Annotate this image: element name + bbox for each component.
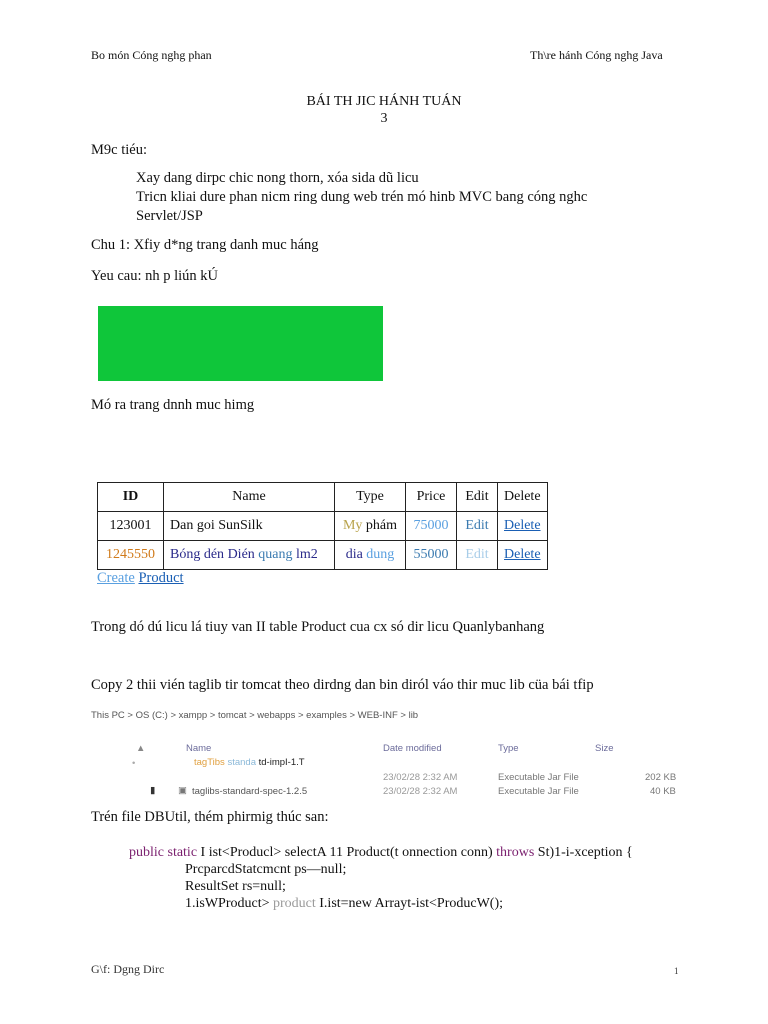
code-line-4 bbox=[185, 896, 503, 912]
delete-link[interactable]: Delete bbox=[498, 541, 548, 570]
file-1-size: 202 KB bbox=[645, 772, 677, 783]
file-name-part: td-impI-1.T bbox=[258, 757, 305, 768]
edit-link[interactable]: Edit bbox=[457, 512, 498, 541]
header-right: Th\re hánh Cóng nghg Java bbox=[530, 48, 663, 62]
cell-name bbox=[164, 541, 335, 570]
checkbox-icon[interactable]: ▮ bbox=[150, 785, 156, 796]
code-text: I.ist=new Arrayt-ist<ProducW(); bbox=[319, 896, 504, 911]
table-row bbox=[98, 512, 548, 541]
file-2-name[interactable]: taglibs-standard-spec-1.2.5 bbox=[192, 786, 308, 797]
cell-type-part: dung bbox=[366, 547, 395, 562]
cell-name-part: Bóng dén bbox=[170, 547, 225, 562]
objectives-heading: M9c tiéu: bbox=[91, 142, 147, 158]
product-table bbox=[97, 482, 548, 570]
col-date-modified[interactable]: Date modified bbox=[383, 743, 442, 754]
dbutil-note: Trén file DBUtil, thém phirmig thúc san: bbox=[91, 809, 329, 825]
col-header-type: Type bbox=[335, 483, 406, 512]
cell-id: 123001 bbox=[98, 512, 164, 541]
task-1-heading: Chu 1: Xfiy d*ng trang danh muc háng bbox=[91, 237, 319, 253]
col-header-edit: Edit bbox=[457, 483, 498, 512]
requirement-text: Yeu cau: nh p liún kÚ bbox=[91, 268, 219, 284]
col-header-id: ID bbox=[98, 483, 164, 512]
table-header-row bbox=[98, 483, 548, 512]
code-keyword: throws bbox=[496, 845, 535, 860]
objective-item-2: Tricn kliai dure phan nicm ring dung web trén mó hinb MVC bang cóng nghc bbox=[136, 189, 588, 205]
cell-name-part: quang bbox=[258, 547, 293, 562]
code-line-2: PrcparcdStatcmcnt ps—null; bbox=[185, 862, 347, 877]
cell-name-part: lm2 bbox=[296, 547, 318, 562]
cell-type-part: My bbox=[342, 518, 363, 533]
col-header-name: Name bbox=[164, 483, 335, 512]
create-link-part: Create bbox=[97, 570, 135, 586]
cell-type-part: phám bbox=[365, 518, 398, 533]
col-header-price: Price bbox=[406, 483, 457, 512]
page-title-number: 3 bbox=[380, 111, 388, 126]
cell-type bbox=[335, 512, 406, 541]
code-text: St)1-i-xception { bbox=[537, 845, 633, 860]
cell-id: 1245550 bbox=[98, 541, 164, 570]
file-2-size: 40 KB bbox=[650, 786, 676, 797]
file-1-date: 23/02/28 2:32 AM bbox=[383, 772, 458, 783]
open-page-text: Mó ra trang dnnh muc himg bbox=[91, 397, 255, 413]
table-row bbox=[98, 541, 548, 570]
code-keyword: public static bbox=[129, 845, 198, 860]
delete-link[interactable]: Delete bbox=[498, 512, 548, 541]
header-left: Bo món Cóng nghg phan bbox=[91, 48, 212, 62]
create-product-link[interactable] bbox=[97, 570, 184, 587]
cell-name: Dan goi SunSilk bbox=[164, 512, 335, 541]
col-name[interactable]: Name bbox=[186, 743, 212, 754]
file-name-part: standa bbox=[227, 757, 256, 768]
col-size[interactable]: Size bbox=[595, 743, 614, 754]
cell-name-part: Dién bbox=[227, 547, 255, 562]
cell-type bbox=[335, 541, 406, 570]
objective-item-1: Xay dang dirpc chic nong thorn, xóa sida dũ licu bbox=[136, 170, 419, 186]
file-row-1[interactable] bbox=[194, 757, 305, 768]
code-text: I ist<Producl> selectA 11 Product(t onnection conn) bbox=[200, 845, 493, 860]
data-note: Trong dó dú licu lá tiuy van II table Product cua cx só dir licu Quanlybanhang bbox=[91, 619, 545, 635]
code-line-3: ResultSet rs=null; bbox=[185, 879, 286, 894]
file-2-date: 23/02/28 2:32 AM bbox=[383, 786, 458, 797]
col-header-delete: Delete bbox=[498, 483, 548, 512]
footer-left: G\f: Dgng Dirc bbox=[91, 962, 165, 976]
col-type[interactable]: Type bbox=[498, 743, 519, 754]
code-text: product bbox=[273, 896, 316, 911]
page-number: 1 bbox=[674, 966, 679, 976]
cell-price: 55000 bbox=[406, 541, 457, 570]
file-2-type: Executable Jar File bbox=[498, 786, 579, 797]
copy-note: Copy 2 thii vién taglib tir tomcat theo dirdng dan bin diról váo thir muc lib cüa bái tfip bbox=[91, 677, 594, 693]
objective-item-2-cont: Servlet/JSP bbox=[136, 208, 203, 224]
jar-file-icon: ▣ bbox=[178, 785, 187, 796]
code-line-1 bbox=[129, 845, 633, 861]
file-dot-icon: • bbox=[132, 758, 136, 769]
page-title: BÁI TH JIC HÁNH TUÁN bbox=[306, 94, 462, 109]
cell-type-part: dia bbox=[345, 547, 363, 562]
explorer-breadcrumb: This PC > OS (C:) > xampp > tomcat > webapps > examples > WEB-INF > lib bbox=[91, 710, 419, 721]
code-text: 1.isWProduct> bbox=[185, 896, 270, 911]
sort-arrow-icon: ▲ bbox=[136, 743, 146, 754]
file-name-part: tagTibs bbox=[194, 757, 225, 768]
file-1-type: Executable Jar File bbox=[498, 772, 579, 783]
green-image-block bbox=[98, 306, 383, 381]
create-link-part: Product bbox=[138, 570, 184, 586]
cell-price: 75000 bbox=[406, 512, 457, 541]
edit-link[interactable]: Edit bbox=[457, 541, 498, 570]
